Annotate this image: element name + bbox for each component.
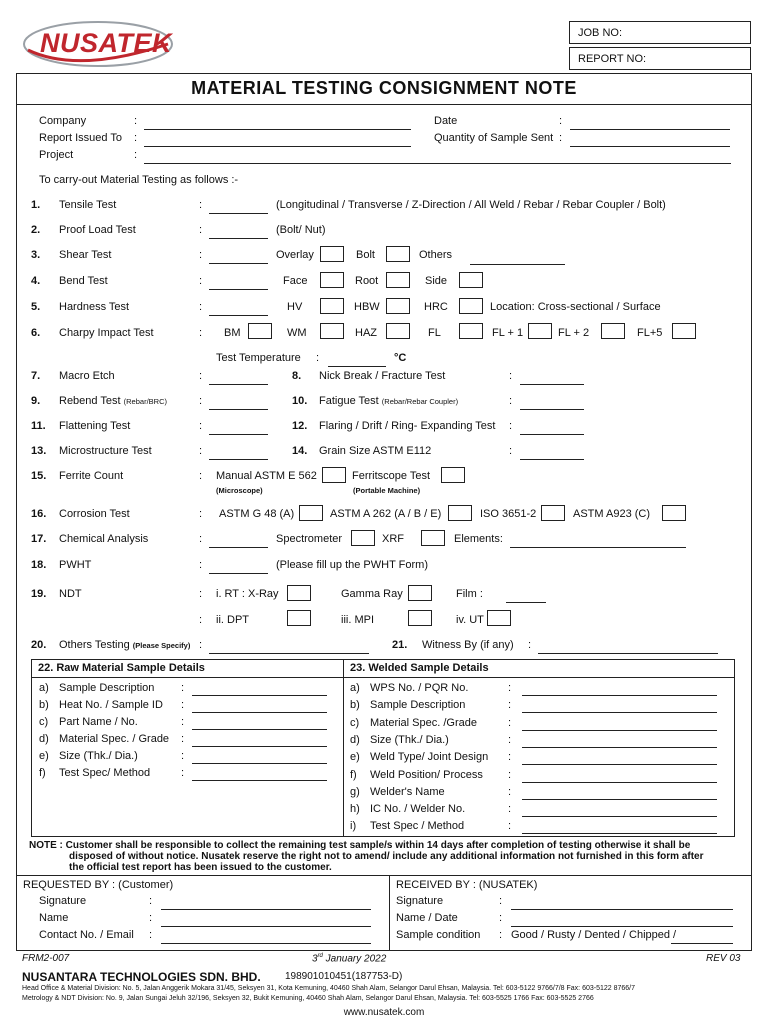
company-field[interactable]	[144, 129, 411, 130]
manual-astm-checkbox[interactable]	[322, 467, 346, 483]
tensile-test-label: Tensile Test	[59, 199, 117, 211]
sample-condition-label: Sample condition	[396, 929, 481, 941]
received-signature-field[interactable]	[511, 909, 733, 910]
option-bolt-label: Bolt	[356, 249, 375, 261]
company-logo	[18, 14, 203, 74]
haz-checkbox[interactable]	[386, 323, 410, 339]
separator: :	[181, 682, 185, 694]
spectrometer-label: Spectrometer	[276, 533, 343, 545]
company-name: NUSANTARA TECHNOLOGIES SDN. BHD.	[22, 970, 261, 984]
face-checkbox[interactable]	[320, 272, 344, 288]
xrf-checkbox[interactable]	[421, 530, 445, 546]
list-item-field[interactable]	[522, 747, 717, 748]
tensile-test-field[interactable]	[209, 213, 268, 214]
list-item-label: Weld Position/ Process	[370, 768, 483, 781]
side-checkbox[interactable]	[459, 272, 483, 288]
list-item-field[interactable]	[192, 780, 327, 781]
xray-checkbox[interactable]	[287, 585, 311, 601]
ferritscope-label: Ferritscope Test	[352, 470, 431, 482]
separator: :	[181, 716, 185, 728]
list-item-key: b)	[39, 699, 49, 711]
list-item-key: h)	[350, 803, 360, 816]
raw-material-title: 22. Raw Material Sample Details	[38, 662, 205, 674]
ferrite-count-label: Ferrite Count	[59, 470, 124, 482]
table-header-divider	[31, 677, 735, 678]
quantity-label: Quantity of Sample Sent	[434, 132, 554, 144]
requested-by-title: REQUESTED BY : (Customer)	[23, 879, 174, 891]
pwht-field[interactable]	[209, 573, 268, 574]
sample-condition-options: Good / Rusty / Dented / Chipped /	[511, 929, 677, 941]
list-item-label: Material Spec. / Grade	[59, 733, 170, 745]
ut-label: iv. UT	[456, 614, 484, 626]
separator: :	[181, 767, 185, 779]
list-item-field[interactable]	[522, 695, 717, 696]
test-number: 9.	[31, 395, 41, 407]
list-item-field[interactable]	[522, 816, 717, 817]
test-number: 19.	[31, 588, 47, 600]
ut-checkbox[interactable]	[487, 610, 511, 626]
ndt-label: NDT	[59, 588, 82, 600]
project-label: Project	[39, 149, 74, 161]
witness-label: Witness By (if any)	[422, 639, 514, 651]
list-item-key: d)	[350, 733, 360, 746]
list-item-key: g)	[350, 785, 360, 798]
astm-a262-label: ASTM A 262 (A / B / E)	[330, 508, 442, 520]
received-name-date-label: Name / Date	[396, 912, 458, 924]
shear-test-field[interactable]	[209, 263, 268, 264]
option-root-label: Root	[355, 275, 379, 287]
root-checkbox[interactable]	[386, 272, 410, 288]
fatigue-test-field[interactable]	[520, 409, 584, 410]
test-number: 21.	[392, 639, 408, 651]
company-label: Company	[39, 115, 87, 127]
revision-number: REV 03	[706, 953, 741, 964]
pwht-label: PWHT	[59, 559, 92, 571]
note-line-3: the official test report has been issued to the customer.	[69, 862, 332, 873]
astm-a923-checkbox[interactable]	[662, 505, 686, 521]
astm-g48-label: ASTM G 48 (A)	[219, 508, 295, 520]
hardness-test-label: Hardness Test	[59, 301, 130, 313]
list-item-key: f)	[350, 768, 357, 781]
mpi-checkbox[interactable]	[408, 610, 432, 626]
table-divider	[343, 659, 344, 837]
microstructure-test-field[interactable]	[209, 459, 268, 460]
report-no-label: REPORT NO:	[578, 53, 647, 65]
received-name-date-field[interactable]	[511, 926, 733, 927]
hv-checkbox[interactable]	[320, 298, 344, 314]
option-fl1-label: FL + 1	[492, 327, 524, 339]
date-field[interactable]	[570, 129, 730, 130]
tensile-test-note: (Longitudinal / Transverse / Z-Direction / All Weld / Rebar / Rebar Coupler / Bolt)	[276, 199, 666, 211]
requested-contact-label: Contact No. / Email	[39, 929, 134, 941]
test-number: 20.	[31, 639, 47, 651]
requested-name-label: Name	[39, 912, 69, 924]
company-registration: 198901010451(187753-D)	[285, 971, 403, 982]
received-signature-label: Signature	[396, 895, 444, 907]
list-item-label: Size (Thk./ Dia.)	[370, 733, 449, 746]
chemical-analysis-label: Chemical Analysis	[59, 533, 149, 545]
report-no-field[interactable]	[569, 47, 751, 70]
list-item-field[interactable]	[522, 712, 717, 713]
form-number: FRM2-007	[22, 953, 70, 964]
welded-sample-title: 23. Welded Sample Details	[350, 662, 489, 674]
hrc-checkbox[interactable]	[459, 298, 483, 314]
bend-test-label: Bend Test	[59, 275, 108, 287]
others-testing-field[interactable]	[209, 653, 369, 654]
list-item-label: Material Spec. /Grade	[370, 716, 477, 729]
iso-3651-label: ISO 3651-2	[480, 508, 537, 520]
iso-3651-checkbox[interactable]	[541, 505, 565, 521]
signature-column-divider	[389, 875, 390, 951]
test-temperature-label: Test Temperature	[216, 352, 301, 364]
job-no-field[interactable]	[569, 21, 751, 44]
list-item-label: Sample Description	[370, 699, 466, 712]
date-label: Date	[434, 115, 458, 127]
rebend-test-label: Rebend Test (Rebar/BRC)	[59, 395, 167, 407]
test-number: 2.	[31, 224, 41, 236]
test-number: 7.	[31, 370, 41, 382]
charpy-test-label: Charpy Impact Test	[59, 327, 154, 339]
option-face-label: Face	[283, 275, 308, 287]
metrology-address: Metrology & NDT Division: No. 9, Jalan Sungai Jeluh 32/196, Seksyen 32, Bukit Kemuning, 40460 Shah Alam, Selangor Darul Ehsan, Malaysia. Tel: 603-5525 1766 Fax: 603-5525 2766	[22, 995, 594, 1002]
grain-size-label: Grain Size ASTM E112	[319, 445, 432, 457]
proof-load-test-label: Proof Load Test	[59, 224, 136, 236]
fl1-checkbox[interactable]	[528, 323, 552, 339]
list-item-key: f)	[39, 767, 46, 779]
spectrometer-checkbox[interactable]	[351, 530, 375, 546]
list-item-field[interactable]	[192, 729, 327, 730]
list-item-label: Welder's Name	[370, 785, 445, 798]
quantity-field[interactable]	[570, 146, 730, 147]
flaring-test-label: Flaring / Drift / Ring- Expanding Test	[319, 420, 496, 432]
list-item-label: Part Name / No.	[59, 716, 138, 728]
list-item-field[interactable]	[192, 763, 327, 764]
list-item-key: c)	[39, 716, 49, 728]
separator: :	[181, 699, 185, 711]
shear-others-field[interactable]	[470, 264, 565, 265]
list-item-key: a)	[39, 682, 49, 694]
requested-signature-label: Signature	[39, 895, 87, 907]
separator: :	[508, 768, 512, 781]
witness-field[interactable]	[538, 653, 718, 654]
macro-etch-field[interactable]	[209, 384, 268, 385]
fl5-checkbox[interactable]	[672, 323, 696, 339]
list-item-key: a)	[350, 682, 360, 694]
note-line-1: NOTE : Customer shall be responsible to collect the remaining test sample/s within 14 days after completion of testing otherwise it shall be	[29, 840, 691, 851]
test-number: 8.	[292, 370, 302, 382]
elements-field[interactable]	[510, 547, 686, 548]
separator: :	[181, 733, 185, 745]
separator: :	[508, 785, 512, 798]
portable-machine-note: (Portable Machine)	[353, 486, 421, 495]
option-wm-label: WM	[287, 327, 307, 339]
gamma-ray-checkbox[interactable]	[408, 585, 432, 601]
test-number: 16.	[31, 508, 47, 520]
requested-name-field[interactable]	[161, 926, 371, 927]
list-item-label: Test Spec / Method	[370, 820, 465, 833]
option-hbw-label: HBW	[354, 301, 380, 313]
rebend-test-field[interactable]	[209, 409, 268, 410]
separator: :	[508, 820, 512, 833]
ferritscope-checkbox[interactable]	[441, 467, 465, 483]
list-item-key: d)	[39, 733, 49, 745]
separator: :	[508, 803, 512, 816]
grain-size-field[interactable]	[520, 459, 584, 460]
list-item-label: Heat No. / Sample ID	[59, 699, 163, 711]
option-fl2-label: FL + 2	[558, 327, 590, 339]
separator: :	[508, 699, 512, 712]
separator: :	[508, 733, 512, 746]
test-number: 17.	[31, 533, 47, 545]
dpt-checkbox[interactable]	[287, 610, 311, 626]
fl-checkbox[interactable]	[459, 323, 483, 339]
flaring-test-field[interactable]	[520, 434, 584, 435]
list-item-key: e)	[350, 751, 360, 764]
fl2-checkbox[interactable]	[601, 323, 625, 339]
list-item-field[interactable]	[522, 730, 717, 731]
manual-astm-label: Manual ASTM E 562	[216, 470, 317, 482]
list-item-key: c)	[350, 716, 360, 729]
pwht-note: (Please fill up the PWHT Form)	[276, 559, 429, 571]
logo-text: NUSATEK	[40, 28, 173, 58]
separator: :	[508, 716, 512, 729]
note-line-2: disposed of without notice. Nusatek reserve the right not to amend/ include any additional information not furnished in this form after	[69, 851, 704, 862]
option-overlay-label: Overlay	[276, 249, 314, 261]
overlay-checkbox[interactable]	[320, 246, 344, 262]
test-number: 1.	[31, 199, 41, 211]
macro-etch-label: Macro Etch	[59, 370, 115, 382]
option-others-label: Others	[419, 249, 453, 261]
report-issued-field[interactable]	[144, 146, 411, 147]
list-item-field[interactable]	[192, 712, 327, 713]
list-item-label: WPS No. / PQR No.	[370, 682, 469, 694]
microscope-note: (Microscope)	[216, 486, 263, 495]
dpt-label: ii. DPT	[216, 614, 249, 626]
separator: :	[181, 750, 185, 762]
separator: :	[508, 682, 512, 694]
test-temperature-field[interactable]	[328, 366, 386, 367]
bm-checkbox[interactable]	[248, 323, 272, 339]
option-side-label: Side	[425, 275, 448, 287]
microstructure-test-label: Microstructure Test	[59, 445, 152, 457]
hbw-checkbox[interactable]	[386, 298, 410, 314]
proof-load-test-field[interactable]	[209, 238, 268, 239]
others-testing-label: Others Testing (Please Specify)	[59, 639, 191, 651]
gamma-ray-label: Gamma Ray	[341, 588, 403, 600]
bolt-checkbox[interactable]	[386, 246, 410, 262]
title-divider	[16, 104, 752, 105]
bend-test-field[interactable]	[209, 289, 268, 290]
corrosion-test-label: Corrosion Test	[59, 508, 130, 520]
test-number: 15.	[31, 470, 47, 482]
fatigue-test-label: Fatigue Test (Rebar/Rebar Coupler)	[319, 395, 459, 407]
nick-break-field[interactable]	[520, 384, 584, 385]
hardness-location-note: Location: Cross-sectional / Surface	[490, 301, 661, 313]
test-number: 13.	[31, 445, 47, 457]
temperature-unit: °C	[394, 352, 407, 364]
list-item-field[interactable]	[522, 799, 717, 800]
chemical-analysis-field[interactable]	[209, 547, 268, 548]
intro-text: To carry-out Material Testing as follows :-	[39, 174, 239, 186]
project-field[interactable]	[144, 163, 731, 164]
list-item-label: Sample Description	[59, 682, 155, 694]
list-item-field[interactable]	[522, 764, 717, 765]
website-link[interactable]: www.nusatek.com	[343, 1007, 425, 1018]
film-field[interactable]	[506, 602, 546, 603]
page-title: MATERIAL TESTING CONSIGNMENT NOTE	[191, 78, 577, 98]
received-by-title: RECEIVED BY : (NUSATEK)	[396, 879, 538, 891]
list-item-key: b)	[350, 699, 360, 712]
list-item-label: Test Spec/ Method	[59, 767, 151, 779]
list-item-key: i)	[350, 820, 357, 833]
list-item-field[interactable]	[192, 695, 327, 696]
test-number: 6.	[31, 327, 41, 339]
nick-break-label: Nick Break / Fracture Test	[319, 370, 446, 382]
test-number: 18.	[31, 559, 47, 571]
option-haz-label: HAZ	[355, 327, 377, 339]
proof-load-note: (Bolt/ Nut)	[276, 224, 326, 236]
xrf-label: XRF	[382, 533, 404, 545]
report-issued-label: Report Issued To	[39, 132, 122, 144]
rt-xray-label: i. RT : X-Ray	[216, 588, 279, 600]
list-item-field[interactable]	[192, 746, 327, 747]
requested-contact-field[interactable]	[161, 943, 371, 944]
sample-condition-other-field[interactable]	[671, 943, 733, 944]
shear-test-label: Shear Test	[59, 249, 112, 261]
revision-date: 3rd January 2022	[312, 953, 387, 965]
test-number: 4.	[31, 275, 41, 287]
mpi-label: iii. MPI	[341, 614, 374, 626]
option-fl-label: FL	[428, 327, 441, 339]
test-number: 10.	[292, 395, 308, 407]
astm-a262-checkbox[interactable]	[448, 505, 472, 521]
list-item-label: IC No. / Welder No.	[370, 803, 466, 816]
head-office-address: Head Office & Material Division: No. 5, Jalan Anggerik Mokara 31/45, Seksyen 31, Kota Kemuning, 40460 Shah Alam, Selangor Darul Ehsan, Malaysia. Tel: 603-5122 9766/7/8 Fax: 603-5122 8766/7	[22, 985, 636, 992]
list-item-key: e)	[39, 750, 49, 762]
option-hrc-label: HRC	[424, 301, 448, 313]
list-item-field[interactable]	[522, 782, 717, 783]
requested-signature-field[interactable]	[161, 909, 371, 910]
list-item-label: Size (Thk./ Dia.)	[59, 750, 138, 762]
astm-g48-checkbox[interactable]	[299, 505, 323, 521]
flattening-test-label: Flattening Test	[59, 420, 131, 432]
wm-checkbox[interactable]	[320, 323, 344, 339]
option-bm-label: BM	[224, 327, 241, 339]
list-item-label: Weld Type/ Joint Design	[370, 751, 489, 764]
option-hv-label: HV	[287, 301, 303, 313]
test-number: 14.	[292, 445, 308, 457]
job-no-label: JOB NO:	[578, 27, 623, 39]
test-number: 11.	[31, 420, 46, 432]
flattening-test-field[interactable]	[209, 434, 268, 435]
separator: :	[508, 751, 512, 764]
hardness-test-field[interactable]	[209, 315, 268, 316]
signature-divider	[16, 875, 752, 876]
film-label: Film :	[456, 588, 483, 600]
astm-a923-label: ASTM A923 (C)	[573, 508, 651, 520]
option-fl5-label: FL+5	[637, 327, 663, 339]
test-number: 12.	[292, 420, 308, 432]
test-number: 5.	[31, 301, 41, 313]
list-item-field[interactable]	[522, 833, 717, 834]
elements-label: Elements:	[454, 533, 503, 545]
test-number: 3.	[31, 249, 41, 261]
